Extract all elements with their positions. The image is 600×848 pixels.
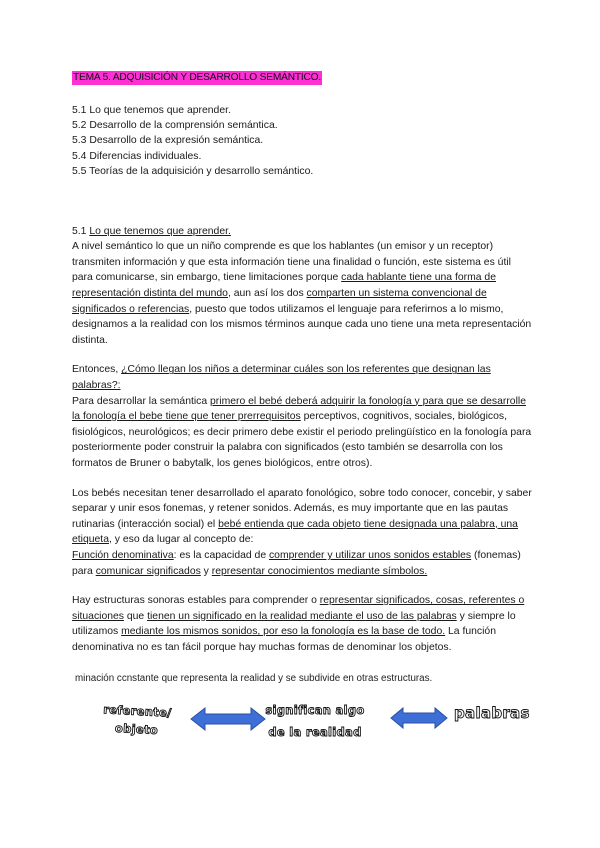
underlined-text: mediante los mismos sonidos, por eso la fonología es la base de todo.: [121, 626, 446, 638]
underlined-text: primero el bebé deberá adquirir la fonología y para que se desarrolle la fonología el bebe tiene que tener prerrequisitos: [72, 395, 526, 423]
toc-item: 5.4 Diferencias individuales.: [72, 150, 202, 162]
toc-item: 5.3 Desarrollo de la expresión semántica.: [72, 135, 264, 147]
text: Entonces,: [72, 364, 122, 376]
text: y: [200, 565, 212, 577]
node-label: significan algo: [265, 703, 365, 717]
arrow-shape: [391, 708, 447, 728]
node-label: objeto: [114, 720, 159, 738]
text: y siempre lo utilizamos: [72, 610, 516, 638]
underlined-text: comparten un sistema convencional de significados o referencias: [72, 288, 487, 315]
image-caption: minación ccnstante que representa la realidad y se subdivide en otras estructuras.: [75, 673, 433, 684]
table-of-contents: [72, 103, 532, 180]
text: Los bebés necesitan tener desarrollado el aparato fonológico, sobre todo conocer, concebir, y saber separar y unir esos fonemas, y retener sonidos. Además, es muy importante que en las pautas rutinarias (interacción social) el: [72, 487, 532, 530]
text: (fonemas) para: [72, 549, 521, 577]
double-arrow-icon: [190, 706, 266, 732]
text: perceptivos, cognitivos, sociales, biológicos, fisiológicos, neurológicos; es decir primero debe existir el periodo prelingüístico en la fonología para posteriormente poder construir la palabra con significados (esto también se desarrolla con los formatos de Bruner o babytalk, los genes biológicos, entre otros).: [72, 411, 532, 469]
section-heading: [72, 224, 532, 240]
section-heading-text: Lo que tenemos que aprender.: [89, 225, 231, 237]
document-page: [72, 70, 532, 655]
node-referente-objeto: [81, 701, 193, 739]
text: Para desarrollar la semántica: [72, 395, 211, 407]
underlined-text: representar conocimientos mediante símbolos.: [211, 565, 428, 577]
paragraph-4: [72, 593, 532, 655]
paragraph-3: [72, 486, 532, 580]
document-title: TEMA 5. ADQUISICIÓN Y DESARROLLO SEMÁNTICO.: [73, 72, 322, 83]
text: , aun así los dos: [227, 288, 307, 299]
section-number: 5.1: [72, 225, 87, 237]
toc-item: 5.2 Desarrollo de la comprensión semántica.: [72, 120, 278, 131]
node-significan-algo: [260, 703, 370, 739]
underlined-text: representar significados, cosas, referentes o situaciones: [72, 595, 525, 622]
node-label: de la realidad: [268, 725, 362, 739]
text: A nivel semántico lo que un niño comprende es que los hablantes (un emisor y un receptor) transmiten información y que esta información tiene una finalidad o función, este sistema es útil para comunicarse, sin embargo, tiene limitaciones porque: [72, 241, 511, 284]
toc-item: 5.1 Lo que tenemos que aprender.: [72, 104, 231, 116]
text: : es la capacidad de: [173, 549, 269, 561]
underlined-text: tienen un significado en la realidad mediante el uso de las palabras: [147, 610, 457, 622]
underlined-text: comprender y utilizar unos sonidos estables: [268, 549, 472, 561]
text: Hay estructuras sonoras estables para comprender o: [72, 595, 320, 607]
underlined-text: comunicar significados: [95, 565, 201, 577]
paragraph-2: [72, 362, 532, 471]
node-palabras: palabras: [454, 704, 530, 722]
underlined-term: Función denominativa: [72, 549, 174, 561]
toc-item: 5.5 Teorías de la adquisición y desarrollo semántico.: [72, 166, 314, 178]
text: que: [123, 610, 148, 622]
underlined-question: ¿Cómo llegan los niños a determinar cuáles son los referentes que designan las palabras?:: [72, 364, 491, 391]
concept-diagram: [60, 700, 560, 750]
paragraph-1: [72, 239, 532, 348]
text: , puesto que todos utilizamos el lenguaje para referirnos a lo mismo, designamos a la realidad con los mismos términos aunque cada uno tiene una meta representación distinta.: [72, 303, 532, 346]
arrow-shape: [191, 708, 265, 730]
text: La función denominativa no es tan fácil porque hay muchas formas de denominar los objetos.: [72, 626, 496, 653]
text: , y eso da lugar al concepto de:: [108, 534, 254, 546]
underlined-text: cada hablante tiene una forma de representación distinta del mundo: [72, 272, 496, 299]
node-label: referente/: [102, 702, 173, 720]
double-arrow-icon: [390, 706, 448, 730]
underlined-text: bebé entienda que cada objeto tiene designada una palabra, una etiqueta: [72, 518, 518, 546]
